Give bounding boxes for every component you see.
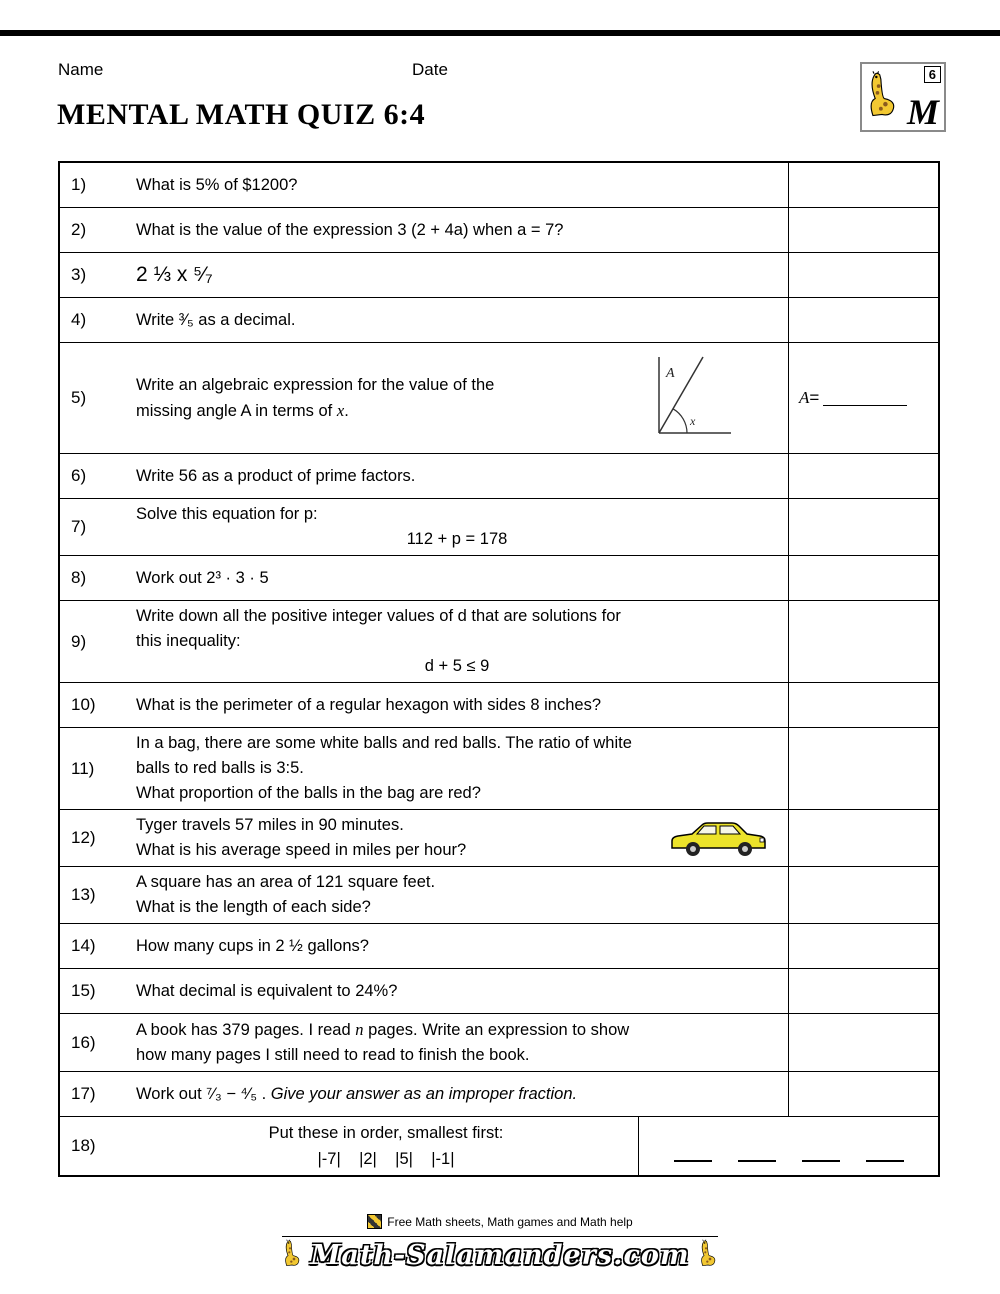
site-logo <box>860 62 946 132</box>
question-line: In a bag, there are some white balls and red balls. The ratio of white <box>136 734 632 752</box>
answer-cell <box>788 601 938 682</box>
question-line: Write an algebraic expression for the value of the <box>136 375 495 394</box>
answer-cell <box>788 1014 938 1071</box>
question-text <box>134 343 788 453</box>
question-line: Solve this equation for p: <box>136 505 318 523</box>
answer-cell <box>788 253 938 297</box>
footer-mini-icon <box>367 1214 382 1229</box>
giraffe-icon <box>698 1239 718 1272</box>
angle-diagram <box>645 353 733 441</box>
question-number: 15) <box>71 981 96 1000</box>
quiz-row <box>60 601 938 683</box>
question-text <box>134 924 788 968</box>
quiz-row <box>60 810 938 867</box>
answer-cell <box>788 163 938 207</box>
answer-cell <box>788 683 938 727</box>
quiz-row <box>60 924 938 969</box>
question-line: Work out 2³ · 3 · 5 <box>136 568 269 587</box>
question-text <box>134 601 788 682</box>
question-text <box>134 556 788 600</box>
answer-cell <box>788 298 938 342</box>
answer-cell <box>788 867 938 923</box>
question-number: 17) <box>71 1084 96 1103</box>
question-line: Write ³⁄₅ as a decimal. <box>136 310 296 329</box>
answer-cell <box>788 810 938 866</box>
answer-blanks <box>639 1117 938 1175</box>
quiz-row <box>60 298 938 343</box>
question-number: 6) <box>71 466 87 485</box>
answer-blank-line <box>738 1158 776 1162</box>
quiz-row <box>60 969 938 1014</box>
site-name: Math-Salamanders.com <box>310 1240 690 1271</box>
answer-cell <box>788 1072 938 1116</box>
question-text <box>134 810 788 866</box>
question-line: missing angle A in terms of x. <box>136 400 349 420</box>
question-line: Put these in order, smallest first: <box>268 1124 504 1142</box>
question-line: this inequality: <box>136 632 241 650</box>
question-text <box>134 298 788 342</box>
answer-cell <box>788 454 938 498</box>
footer <box>0 1214 1000 1272</box>
question-line: |-7| |2| |5| |-1| <box>317 1150 455 1168</box>
answer-blank-line <box>802 1158 840 1162</box>
question-number: 11) <box>71 758 95 778</box>
svg-text:A: A <box>666 366 675 381</box>
question-number: 3) <box>71 265 87 284</box>
question-line: Write down all the positive integer values of d that are solutions for <box>136 607 621 625</box>
quiz-row <box>60 343 938 454</box>
question-number: 14) <box>71 936 96 955</box>
question-line: Tyger travels 57 miles in 90 minutes. <box>136 816 404 834</box>
question-number: 9) <box>71 631 87 651</box>
question-text <box>134 454 788 498</box>
question-number: 13) <box>71 885 96 904</box>
question-text <box>134 728 788 809</box>
question-text <box>134 683 788 727</box>
quiz-table <box>58 161 940 1177</box>
question-number: 1) <box>71 175 87 194</box>
answer-cell <box>788 924 938 968</box>
answer-cell <box>788 556 938 600</box>
question-line: how many pages I still need to read to finish the book. <box>136 1046 530 1064</box>
question-text <box>134 1072 788 1116</box>
logo-letter: M <box>906 92 939 132</box>
quiz-row <box>60 499 938 556</box>
quiz-row <box>60 683 938 728</box>
quiz-row <box>60 208 938 253</box>
question-number: 7) <box>71 517 87 536</box>
answer-blank-line <box>674 1158 712 1162</box>
question-line: What is his average speed in miles per hour? <box>136 841 467 859</box>
date-label: Date <box>412 60 448 79</box>
question-number: 18) <box>71 1136 96 1155</box>
quiz-row <box>60 867 938 924</box>
question-line: balls to red balls is 3:5. <box>136 759 304 777</box>
question-text <box>134 1014 788 1071</box>
answer-cell <box>788 969 938 1013</box>
quiz-row <box>60 163 938 208</box>
question-text <box>134 253 788 297</box>
question-line: d + 5 ≤ 9 <box>424 657 490 675</box>
question-line: 2 ⅓ x ⁵⁄₇ <box>136 263 213 286</box>
page-title: MENTAL MATH QUIZ 6:4 <box>57 98 426 131</box>
question-text <box>134 208 788 252</box>
quiz-row <box>60 1014 938 1072</box>
question-number: 10) <box>71 695 96 714</box>
question-text <box>134 1117 639 1175</box>
question-line: What proportion of the balls in the bag are red? <box>136 784 481 802</box>
question-text <box>134 163 788 207</box>
question-number: 5) <box>71 388 87 407</box>
car-image <box>666 817 770 861</box>
question-line: What decimal is equivalent to 24%? <box>136 981 398 1000</box>
footer-tagline-text: Free Math sheets, Math games and Math help <box>387 1214 633 1229</box>
question-line: What is the length of each side? <box>136 898 371 916</box>
question-text <box>134 969 788 1013</box>
question-line: 112 + p = 178 <box>406 530 508 548</box>
top-rule <box>0 30 1000 36</box>
question-line: A square has an area of 121 square feet. <box>136 873 436 891</box>
giraffe-icon <box>282 1239 302 1272</box>
answer-cell <box>788 499 938 555</box>
quiz-row <box>60 253 938 298</box>
question-line: Write 56 as a product of prime factors. <box>136 466 416 485</box>
answer-blank-line <box>866 1158 904 1162</box>
answer-cell <box>788 728 938 809</box>
question-number: 4) <box>71 310 87 329</box>
answer-cell <box>788 208 938 252</box>
question-number: 8) <box>71 568 87 587</box>
answer-blank-line <box>823 391 907 406</box>
answer-cell: A = <box>788 343 938 453</box>
question-number: 2) <box>71 220 87 239</box>
question-line: What is 5% of $1200? <box>136 175 298 194</box>
grade-badge: 6 <box>924 66 941 83</box>
question-number: 12) <box>71 828 96 847</box>
footer-tagline <box>367 1214 632 1229</box>
question-line: A book has 379 pages. I read n pages. Write an expression to show <box>136 1020 630 1039</box>
quiz-row <box>60 1117 938 1175</box>
question-number: 16) <box>71 1032 96 1052</box>
quiz-row <box>60 556 938 601</box>
name-label: Name <box>58 60 104 79</box>
svg-text:x: x <box>690 414 696 428</box>
question-line: What is the perimeter of a regular hexagon with sides 8 inches? <box>136 695 601 714</box>
question-line: How many cups in 2 ½ gallons? <box>136 936 369 955</box>
footer-site-line <box>282 1236 717 1272</box>
quiz-row <box>60 454 938 499</box>
quiz-row <box>60 1072 938 1117</box>
quiz-row <box>60 728 938 810</box>
question-text <box>134 499 788 555</box>
question-text <box>134 867 788 923</box>
question-line: What is the value of the expression 3 (2 + 4a) when a = 7? <box>136 220 564 239</box>
question-line: Work out ⁷⁄₃ − ⁴⁄₅ . Give your answer as an improper fraction. <box>136 1084 578 1103</box>
